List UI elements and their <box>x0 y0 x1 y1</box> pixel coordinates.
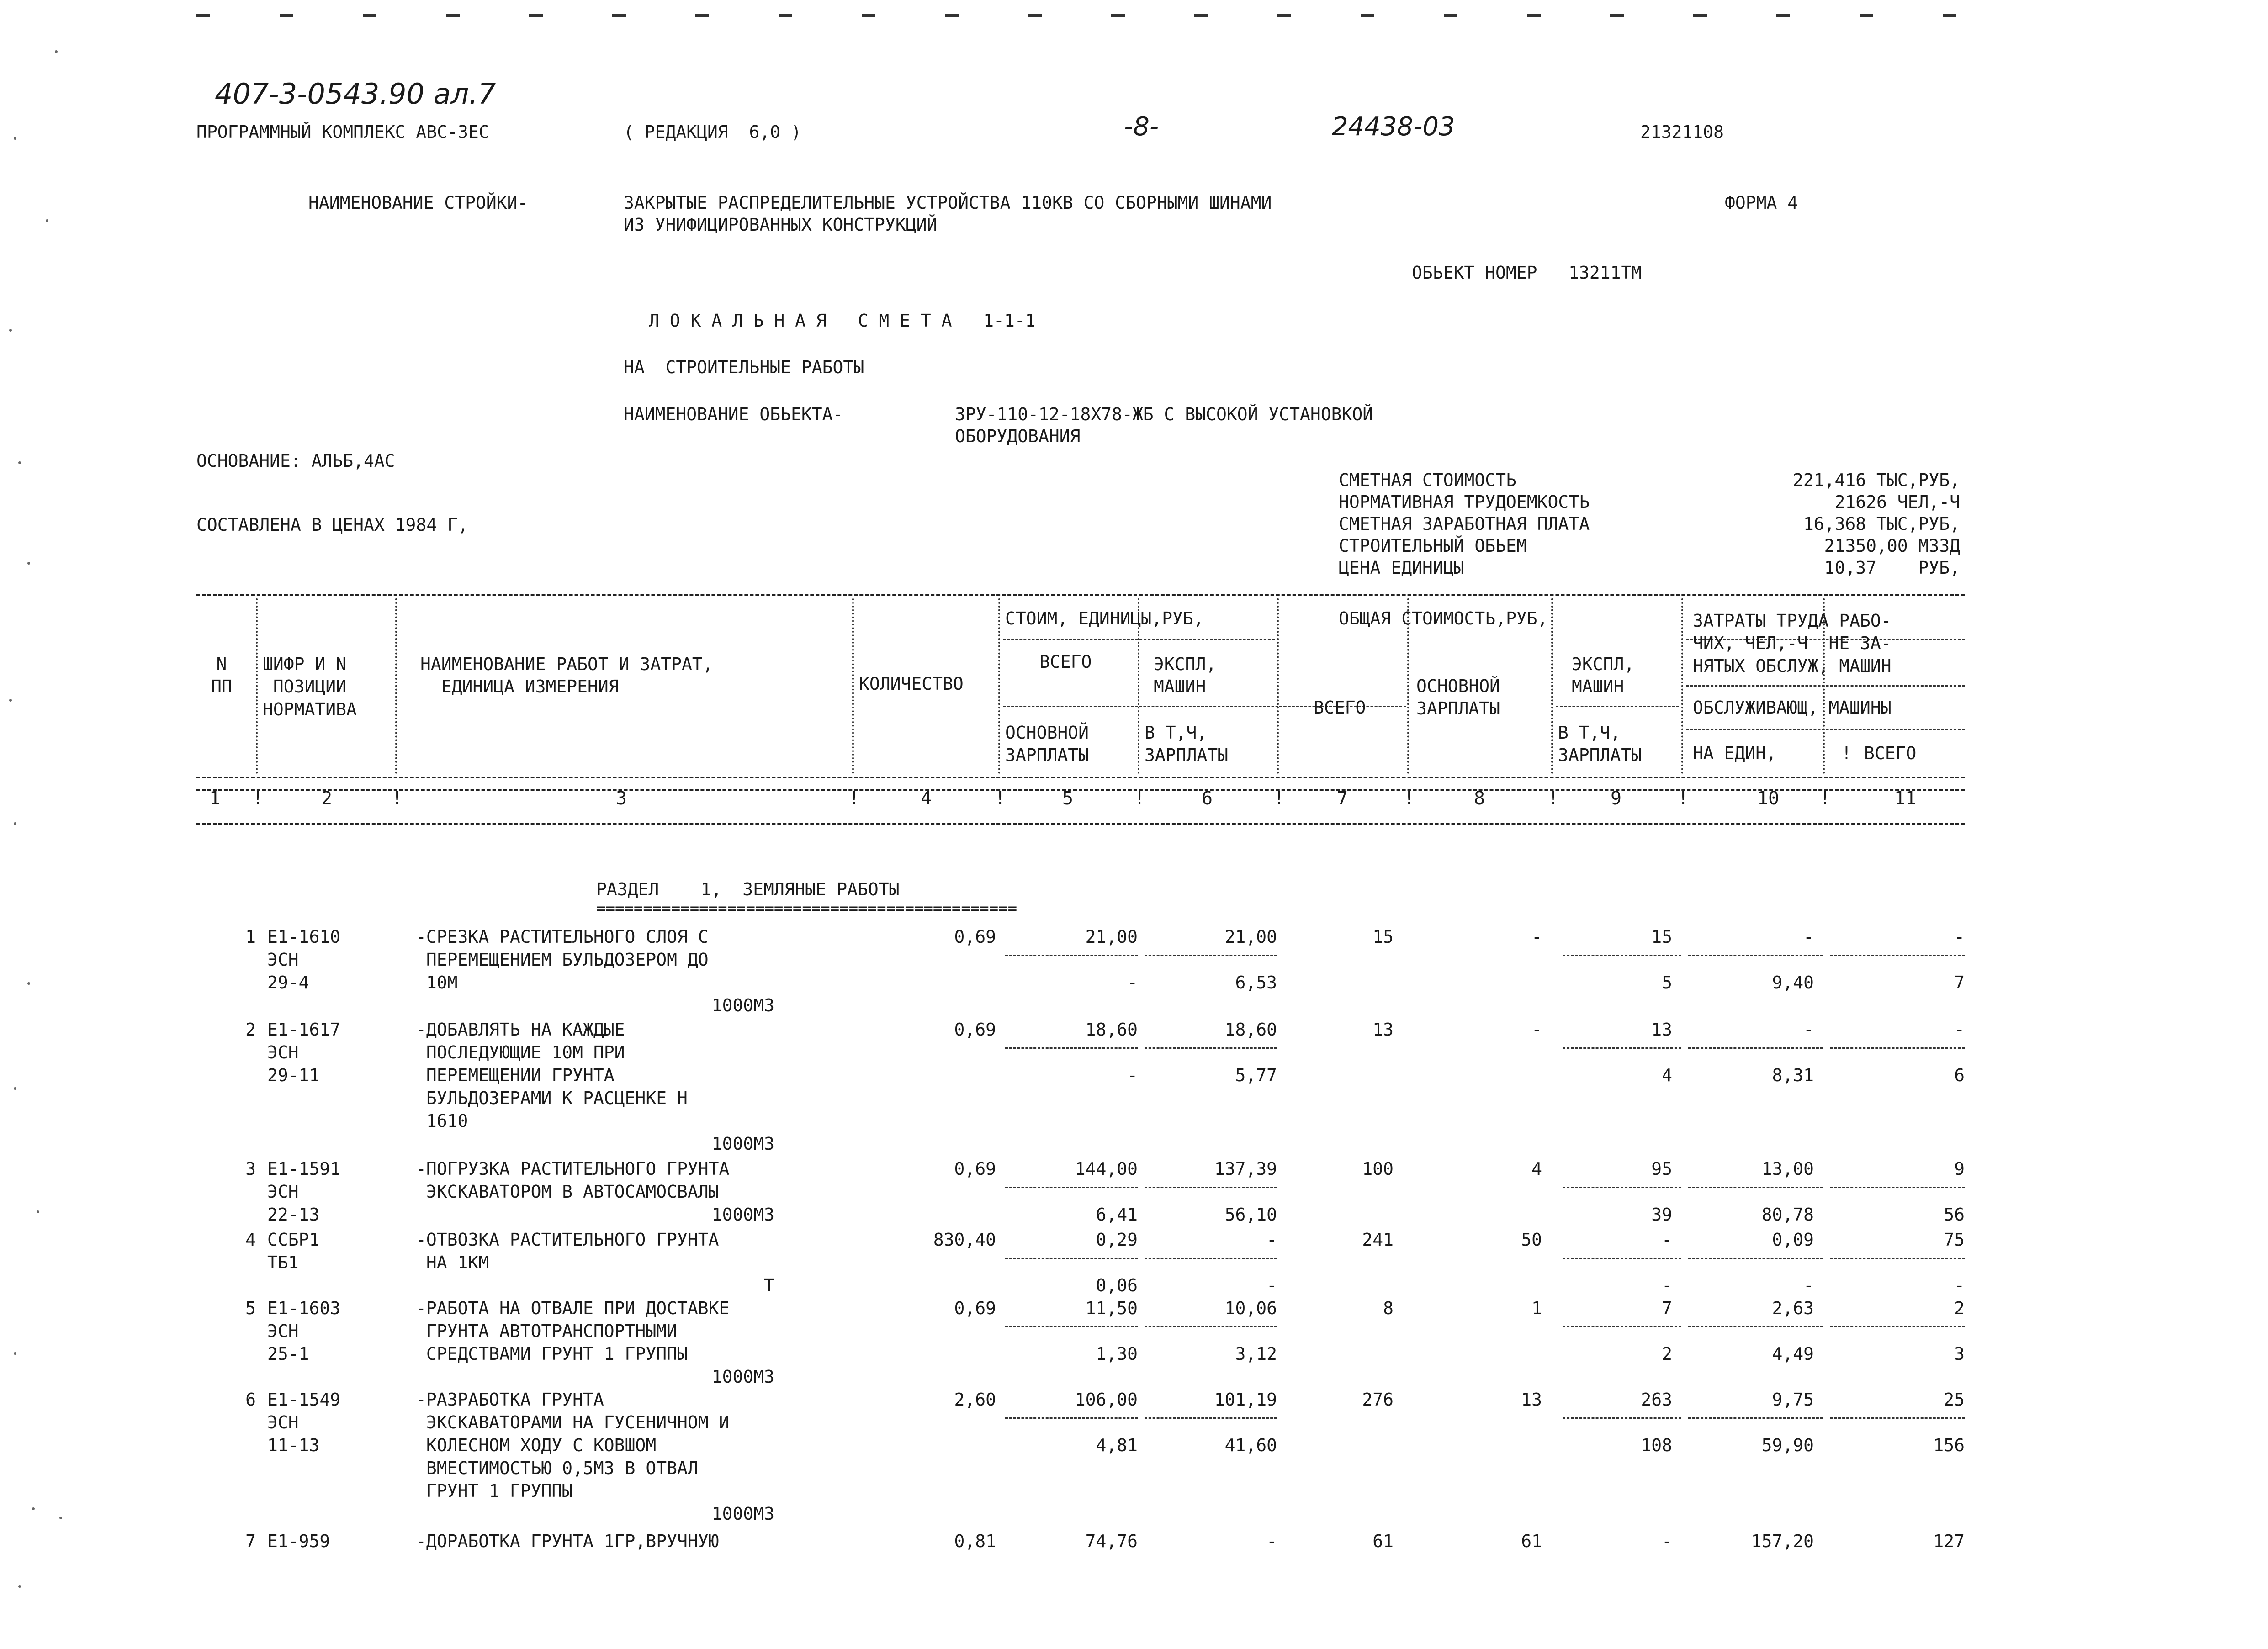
row-subrule <box>1563 1187 1681 1188</box>
row-subrule <box>1688 1187 1823 1188</box>
header-per-unit: НА ЕДИН, <box>1693 743 1777 763</box>
summary-value: 21626 ЧЕЛ,-Ч <box>1834 492 1960 512</box>
column-number: 5 <box>1062 788 1074 809</box>
header-labor: ЗАТРАТЫ ТРУДА РАБО- ЧИХ, ЧЕЛ,-Ч НЕ ЗА- НЯТЫХ ОБСЛУЖ, МАШИН <box>1693 611 1892 676</box>
row-overall-expl: 13 <box>1651 1020 1672 1040</box>
row-labor-unit: 9,75 <box>1772 1390 1814 1410</box>
row-subrule <box>1563 1047 1681 1049</box>
row-subrule <box>1005 955 1138 956</box>
row-unit-base-wage: 6,41 <box>1096 1205 1138 1225</box>
row-subrule <box>1005 1326 1138 1327</box>
perforation-dash <box>862 14 875 17</box>
section-title: РАЗДЕЛ 1, ЗЕМЛЯНЫЕ РАБОТЫ <box>596 879 900 899</box>
row-subrule <box>1005 1417 1138 1419</box>
perforation-dash <box>1111 14 1125 17</box>
row-subrule <box>1563 955 1681 956</box>
row-code: 29-11 <box>267 1065 320 1085</box>
summary-value: 21350,00 М3ЗД <box>1824 536 1960 556</box>
row-quantity: 0,69 <box>954 1298 996 1318</box>
row-subrule <box>1688 1047 1823 1049</box>
row-number: 4 <box>245 1230 256 1250</box>
row-unit-expl: - <box>1266 1531 1277 1551</box>
row-overall-incl-wage: 39 <box>1651 1205 1672 1225</box>
row-number: 2 <box>245 1020 256 1040</box>
column-number: 9 <box>1610 788 1622 809</box>
row-labor-machine-total: 3 <box>1954 1344 1965 1364</box>
row-labor-total: 9 <box>1954 1159 1965 1179</box>
row-labor-unit: - <box>1803 1020 1814 1040</box>
table-top-rule <box>196 594 1965 596</box>
object-name-line2: ОБОРУДОВАНИЯ <box>955 426 1081 446</box>
row-overall-incl-wage: 5 <box>1662 972 1672 993</box>
row-subrule <box>1145 1258 1277 1259</box>
document-subtitle: НА СТРОИТЕЛЬНЫЕ РАБОТЫ <box>624 357 864 377</box>
price-basis: СОСТАВЛЕНА В ЦЕНАХ 1984 Г, <box>196 515 468 535</box>
object-number: ОБЬЕКТ НОМЕР 13211ТМ <box>1412 263 1642 283</box>
row-name: ГРУНТ 1 ГРУППЫ <box>416 1481 573 1501</box>
row-labor-machine-unit: 59,90 <box>1761 1435 1814 1455</box>
row-code: ЭСН <box>267 1321 299 1341</box>
row-labor-total: 25 <box>1944 1390 1965 1410</box>
row-subrule <box>1563 1417 1681 1419</box>
column-number-divider: ! <box>848 788 860 809</box>
column-number-divider: ! <box>1404 788 1415 809</box>
column-divider <box>256 598 258 774</box>
row-subrule <box>1145 1047 1277 1049</box>
construction-name-line2: ИЗ УНИФИЦИРОВАННЫХ КОНСТРУКЦИЙ <box>624 215 938 235</box>
column-divider <box>395 598 397 774</box>
column-number: 10 <box>1757 788 1780 809</box>
column-number-divider: ! <box>392 788 403 809</box>
row-labor-machine-unit: 9,40 <box>1772 972 1814 993</box>
row-unit-total: 106,00 <box>1075 1390 1138 1410</box>
row-code: Е1-1603 <box>267 1298 341 1318</box>
row-overall-expl: 263 <box>1641 1390 1672 1410</box>
row-overall-expl: 7 <box>1662 1298 1672 1318</box>
row-overall-expl: 15 <box>1651 927 1672 947</box>
row-overall-total: 13 <box>1372 1020 1394 1040</box>
header-subrule <box>1686 685 1965 687</box>
handwritten-stamp: 407-3-0543.90 ал.7 <box>215 77 496 111</box>
row-subrule <box>1830 1187 1965 1188</box>
row-code: Е1-1549 <box>267 1390 341 1410</box>
header-unit-base-wage: ОСНОВНОЙ ЗАРПЛАТЫ <box>1005 723 1089 766</box>
header-labor-total: ВСЕГО <box>1864 743 1917 763</box>
perforation-dash <box>779 14 792 17</box>
column-number: 2 <box>321 788 333 809</box>
row-overall-total: 100 <box>1362 1159 1394 1179</box>
row-name: 10М <box>416 972 458 993</box>
scan-speck <box>46 219 48 222</box>
column-number: 1 <box>209 788 221 809</box>
row-code: ЭСН <box>267 1412 299 1432</box>
summary-label: НОРМАТИВНАЯ ТРУДОЕМКОСТЬ <box>1339 492 1590 512</box>
row-number: 6 <box>245 1390 256 1410</box>
perforation-dash <box>695 14 709 17</box>
column-numbers-rule <box>196 823 1965 825</box>
row-quantity: 0,69 <box>954 1020 996 1040</box>
row-unit-expl: 10,06 <box>1224 1298 1277 1318</box>
row-subrule <box>1830 1047 1965 1049</box>
row-name: -ДОБАВЛЯТЬ НА КАЖДЫЕ <box>416 1020 625 1040</box>
header-overall-incl: В Т,Ч, ЗАРПЛАТЫ <box>1558 723 1642 766</box>
summary-value: 16,368 ТЫС,РУБ, <box>1803 514 1960 534</box>
header-code: ШИФР И N ПОЗИЦИИ НОРМАТИВА <box>263 654 357 719</box>
row-number: 1 <box>245 927 256 947</box>
row-code: 22-13 <box>267 1205 320 1225</box>
row-labor-unit: 2,63 <box>1772 1298 1814 1318</box>
scan-speck <box>9 699 12 702</box>
column-divider <box>1681 598 1683 774</box>
row-subrule <box>1688 1258 1823 1259</box>
summary-label: СМЕТНАЯ ЗАРАБОТНАЯ ПЛАТА <box>1339 514 1590 534</box>
row-unit-expl: 18,60 <box>1224 1020 1277 1040</box>
row-name: ПОСЛЕДУЮЩИЕ 10М ПРИ <box>416 1042 625 1062</box>
row-unit: 1000М3 <box>711 1504 774 1524</box>
document-title: Л О К А Л Ь Н А Я С М Е Т А 1-1-1 <box>649 311 1036 331</box>
header-divider: ! <box>1841 743 1852 763</box>
row-overall-base: 50 <box>1521 1230 1542 1250</box>
row-quantity: 830,40 <box>933 1230 996 1250</box>
row-name: -РАБОТА НА ОТВАЛЕ ПРИ ДОСТАВКЕ <box>416 1298 730 1318</box>
row-code: ЭСН <box>267 1182 299 1202</box>
column-divider <box>852 598 854 774</box>
program-name: ПРОГРАММНЫЙ КОМПЛЕКС АВС-3ЕС <box>196 122 489 142</box>
perforation-dash <box>1028 14 1042 17</box>
row-labor-unit: - <box>1803 927 1814 947</box>
row-code: 29-4 <box>267 972 309 993</box>
column-number-divider: ! <box>995 788 1006 809</box>
row-labor-total: - <box>1954 1020 1965 1040</box>
row-labor-machine-unit: 8,31 <box>1772 1065 1814 1085</box>
row-overall-expl: - <box>1662 1531 1672 1551</box>
row-subrule <box>1830 1417 1965 1419</box>
row-subrule <box>1830 1326 1965 1327</box>
row-name: СРЕДСТВАМИ ГРУНТ 1 ГРУППЫ <box>416 1344 688 1364</box>
scan-speck <box>14 1087 16 1090</box>
row-labor-total: 127 <box>1933 1531 1965 1551</box>
row-overall-incl-wage: 2 <box>1662 1344 1672 1364</box>
row-unit-incl-wage: 56,10 <box>1224 1205 1277 1225</box>
row-subrule <box>1563 1326 1681 1327</box>
section-underline: ============================================= <box>596 899 1017 918</box>
row-subrule <box>1145 1326 1277 1327</box>
row-labor-unit: 157,20 <box>1751 1531 1814 1551</box>
document-code: 24438-03 <box>1332 112 1455 142</box>
row-unit-total: 11,50 <box>1085 1298 1138 1318</box>
row-labor-machine-total: 56 <box>1944 1205 1965 1225</box>
header-unit-expl: ЭКСПЛ, МАШИН <box>1154 654 1217 697</box>
row-unit-expl: 137,39 <box>1214 1159 1277 1179</box>
row-subrule <box>1005 1187 1138 1188</box>
row-overall-incl-wage: 4 <box>1662 1065 1672 1085</box>
row-overall-base: 4 <box>1531 1159 1542 1179</box>
row-unit-total: 0,29 <box>1096 1230 1138 1250</box>
row-unit-incl-wage: - <box>1266 1275 1277 1295</box>
row-unit: 1000М3 <box>711 1134 774 1154</box>
scan-speck <box>18 461 21 464</box>
row-subrule <box>1688 1417 1823 1419</box>
edition: ( РЕДАКЦИЯ 6,0 ) <box>624 122 801 142</box>
summary-label: ЦЕНА ЕДИНИЦЫ <box>1339 558 1464 578</box>
scan-speck <box>14 1352 16 1355</box>
row-subrule <box>1563 1258 1681 1259</box>
row-overall-total: 15 <box>1372 927 1394 947</box>
row-unit-expl: - <box>1266 1230 1277 1250</box>
row-overall-total: 8 <box>1383 1298 1394 1318</box>
row-overall-expl: - <box>1662 1230 1672 1250</box>
perforation-dash <box>1277 14 1291 17</box>
header-labor-sub: ОБСЛУЖИВАЮЩ, МАШИНЫ <box>1693 698 1892 718</box>
summary-value: 10,37 РУБ, <box>1824 558 1960 578</box>
header-overall-total: ВСЕГО <box>1314 698 1366 718</box>
column-number-divider: ! <box>1273 788 1285 809</box>
row-labor-machine-unit: 80,78 <box>1761 1205 1814 1225</box>
perforation-dash <box>612 14 626 17</box>
row-overall-expl: 95 <box>1651 1159 1672 1179</box>
row-code: Е1-1610 <box>267 927 341 947</box>
header-bottom-rule <box>196 777 1965 778</box>
row-labor-total: - <box>1954 927 1965 947</box>
perforation-dash <box>1860 14 1873 17</box>
header-unit-incl-wage: В Т,Ч, ЗАРПЛАТЫ <box>1145 723 1229 766</box>
basis: ОСНОВАНИЕ: АЛЬБ,4АС <box>196 451 395 471</box>
row-unit-total: 74,76 <box>1085 1531 1138 1551</box>
row-quantity: 2,60 <box>954 1390 996 1410</box>
row-subrule <box>1830 1258 1965 1259</box>
form-label: ФОРМА 4 <box>1725 193 1798 213</box>
row-unit-total: 144,00 <box>1075 1159 1138 1179</box>
row-subrule <box>1145 1417 1277 1419</box>
row-unit-base-wage: - <box>1127 972 1138 993</box>
row-unit-incl-wage: 3,12 <box>1235 1344 1277 1364</box>
row-name: -ПОГРУЗКА РАСТИТЕЛЬНОГО ГРУНТА <box>416 1159 730 1179</box>
row-code: ТБ1 <box>267 1253 299 1273</box>
column-divider <box>1277 598 1279 774</box>
row-unit-total: 18,60 <box>1085 1020 1138 1040</box>
column-number: 3 <box>615 788 627 809</box>
row-name: ЭКСКАВАТОРАМИ НА ГУСЕНИЧНОМ И <box>416 1412 730 1432</box>
header-subrule <box>1686 729 1965 730</box>
row-labor-machine-unit: - <box>1803 1275 1814 1295</box>
row-name: НА 1КМ <box>416 1253 489 1273</box>
row-name: -СРЕЗКА РАСТИТЕЛЬНОГО СЛОЯ С <box>416 927 709 947</box>
perforation-dash <box>446 14 460 17</box>
header-overall-expl: ЭКСПЛ, МАШИН <box>1572 654 1635 697</box>
row-labor-unit: 13,00 <box>1761 1159 1814 1179</box>
row-code: ЭСН <box>267 950 299 970</box>
construction-label: НАИМЕНОВАНИЕ СТРОЙКИ- <box>308 193 528 213</box>
row-subrule <box>1688 1326 1823 1327</box>
column-divider <box>998 598 1000 774</box>
perforation-dash <box>280 14 293 17</box>
row-subrule <box>1145 955 1277 956</box>
perforation-dash <box>1693 14 1707 17</box>
perforation-dash <box>1776 14 1790 17</box>
column-number: 11 <box>1894 788 1917 809</box>
row-name: -ДОРАБОТКА ГРУНТА 1ГР,ВРУЧНУЮ <box>416 1531 719 1551</box>
scan-speck <box>27 982 30 985</box>
perforation-dash <box>529 14 543 17</box>
row-overall-total: 241 <box>1362 1230 1394 1250</box>
row-labor-total: 2 <box>1954 1298 1965 1318</box>
row-unit: 1000М3 <box>711 1205 774 1225</box>
construction-name-line1: ЗАКРЫТЫЕ РАСПРЕДЕЛИТЕЛЬНЫЕ УСТРОЙСТВА 110КВ СО СБОРНЫМИ ШИНАМИ <box>624 193 1272 213</box>
row-unit-base-wage: 0,06 <box>1096 1275 1138 1295</box>
row-code: 11-13 <box>267 1435 320 1455</box>
row-subrule <box>1005 1047 1138 1049</box>
row-name: 1610 <box>416 1111 468 1131</box>
header-quantity: КОЛИЧЕСТВО <box>859 674 964 694</box>
header-np: N ПП <box>211 654 232 697</box>
scan-speck <box>14 822 16 825</box>
perforation-dash <box>1943 14 1956 17</box>
scan-speck <box>14 137 16 140</box>
row-subrule <box>1005 1258 1138 1259</box>
column-number: 4 <box>920 788 932 809</box>
page-number: -8- <box>1124 112 1159 142</box>
row-unit-incl-wage: 41,60 <box>1224 1435 1277 1455</box>
row-quantity: 0,69 <box>954 927 996 947</box>
column-number: 6 <box>1201 788 1213 809</box>
scan-speck <box>37 1210 39 1213</box>
row-code: Е1-1617 <box>267 1020 341 1040</box>
row-quantity: 0,81 <box>954 1531 996 1551</box>
header-name: НАИМЕНОВАНИЕ РАБОТ И ЗАТРАТ, ЕДИНИЦА ИЗМЕРЕНИЯ <box>420 654 713 697</box>
reference-number: 21321108 <box>1640 122 1724 142</box>
row-name: КОЛЕСНОМ ХОДУ С КОВШОМ <box>416 1435 657 1455</box>
row-name: ПЕРЕМЕЩЕНИЕМ БУЛЬДОЗЕРОМ ДО <box>416 950 709 970</box>
row-labor-machine-total: 156 <box>1933 1435 1965 1455</box>
row-overall-total: 61 <box>1372 1531 1394 1551</box>
row-overall-incl-wage: - <box>1662 1275 1672 1295</box>
summary-label: СТРОИТЕЛЬНЫЙ ОБЬЕМ <box>1339 536 1527 556</box>
row-labor-machine-total: 7 <box>1954 972 1965 993</box>
column-number: 7 <box>1336 788 1348 809</box>
row-name: ЭКСКАВАТОРОМ В АВТОСАМОСВАЛЫ <box>416 1182 719 1202</box>
row-labor-machine-unit: 4,49 <box>1772 1344 1814 1364</box>
row-subrule <box>1830 955 1965 956</box>
scan-speck <box>27 562 30 565</box>
scan-speck <box>18 1585 21 1588</box>
row-code: 25-1 <box>267 1344 309 1364</box>
row-name: ВМЕСТИМОСТЬЮ 0,5М3 В ОТВАЛ <box>416 1458 698 1478</box>
row-name: -ОТВОЗКА РАСТИТЕЛЬНОГО ГРУНТА <box>416 1230 719 1250</box>
row-number: 7 <box>245 1531 256 1551</box>
row-labor-unit: 0,09 <box>1772 1230 1814 1250</box>
column-number-divider: ! <box>1547 788 1559 809</box>
row-unit-expl: 101,19 <box>1214 1390 1277 1410</box>
row-code: Е1-959 <box>267 1531 330 1551</box>
row-labor-machine-total: - <box>1954 1275 1965 1295</box>
row-overall-incl-wage: 108 <box>1641 1435 1672 1455</box>
column-number: 8 <box>1473 788 1485 809</box>
row-unit-expl: 21,00 <box>1224 927 1277 947</box>
perforation-dash <box>1444 14 1457 17</box>
column-number-divider: ! <box>1134 788 1145 809</box>
row-unit: Т <box>764 1275 774 1295</box>
row-overall-total: 276 <box>1362 1390 1394 1410</box>
row-overall-base: 1 <box>1531 1298 1542 1318</box>
row-name: ГРУНТА АВТОТРАНСПОРТНЫМИ <box>416 1321 677 1341</box>
header-subrule <box>1003 639 1275 640</box>
perforation-dash <box>1527 14 1541 17</box>
perforation-dash <box>363 14 376 17</box>
column-number-divider: ! <box>1819 788 1831 809</box>
row-code: Е1-1591 <box>267 1159 341 1179</box>
row-subrule <box>1145 1187 1277 1188</box>
row-subrule <box>1688 955 1823 956</box>
scan-speck <box>32 1507 35 1510</box>
header-unit-cost: СТОИМ, ЕДИНИЦЫ,РУБ, <box>1005 608 1204 629</box>
perforation-dash <box>196 14 210 17</box>
row-unit-total: 21,00 <box>1085 927 1138 947</box>
row-unit-base-wage: 4,81 <box>1096 1435 1138 1455</box>
header-overall: ОБЩАЯ СТОИМОСТЬ,РУБ, <box>1339 608 1548 629</box>
perforation-dash <box>1361 14 1374 17</box>
row-overall-base: - <box>1531 927 1542 947</box>
row-name: -РАЗРАБОТКА ГРУНТА <box>416 1390 604 1410</box>
scan-speck <box>55 50 58 53</box>
summary-value: 221,416 ТЫС,РУБ, <box>1792 470 1960 490</box>
header-overall-base: ОСНОВНОЙ ЗАРПЛАТЫ <box>1416 676 1500 719</box>
row-labor-machine-total: 6 <box>1954 1065 1965 1085</box>
row-name: БУЛЬДОЗЕРАМИ К РАСЦЕНКЕ Н <box>416 1088 688 1108</box>
row-unit-incl-wage: 5,77 <box>1235 1065 1277 1085</box>
row-overall-base: - <box>1531 1020 1542 1040</box>
row-overall-base: 61 <box>1521 1531 1542 1551</box>
header-subrule <box>1556 706 1679 707</box>
column-number-divider: ! <box>252 788 264 809</box>
row-quantity: 0,69 <box>954 1159 996 1179</box>
column-divider <box>1551 598 1553 774</box>
perforation-dash <box>945 14 959 17</box>
row-name: ПЕРЕМЕЩЕНИИ ГРУНТА <box>416 1065 615 1085</box>
row-code: ЭСН <box>267 1042 299 1062</box>
perforation-dash <box>1610 14 1624 17</box>
summary-label: СМЕТНАЯ СТОИМОСТЬ <box>1339 470 1516 490</box>
row-unit-incl-wage: 6,53 <box>1235 972 1277 993</box>
row-number: 3 <box>245 1159 256 1179</box>
object-label: НАИМЕНОВАНИЕ ОБЬЕКТА- <box>624 404 843 424</box>
row-code: ССБР1 <box>267 1230 320 1250</box>
header-unit-total: ВСЕГО <box>1039 652 1092 672</box>
perforation-dash <box>1194 14 1208 17</box>
row-unit-base-wage: - <box>1127 1065 1138 1085</box>
row-number: 5 <box>245 1298 256 1318</box>
row-unit: 1000М3 <box>711 1367 774 1387</box>
row-unit: 1000М3 <box>711 995 774 1015</box>
scan-speck <box>9 329 12 332</box>
row-labor-total: 75 <box>1944 1230 1965 1250</box>
object-name-line1: ЗРУ-110-12-18Х78-ЖБ С ВЫСОКОЙ УСТАНОВКОЙ <box>955 404 1373 424</box>
row-unit-base-wage: 1,30 <box>1096 1344 1138 1364</box>
scan-speck <box>59 1517 62 1519</box>
row-overall-base: 13 <box>1521 1390 1542 1410</box>
column-number-divider: ! <box>1678 788 1689 809</box>
